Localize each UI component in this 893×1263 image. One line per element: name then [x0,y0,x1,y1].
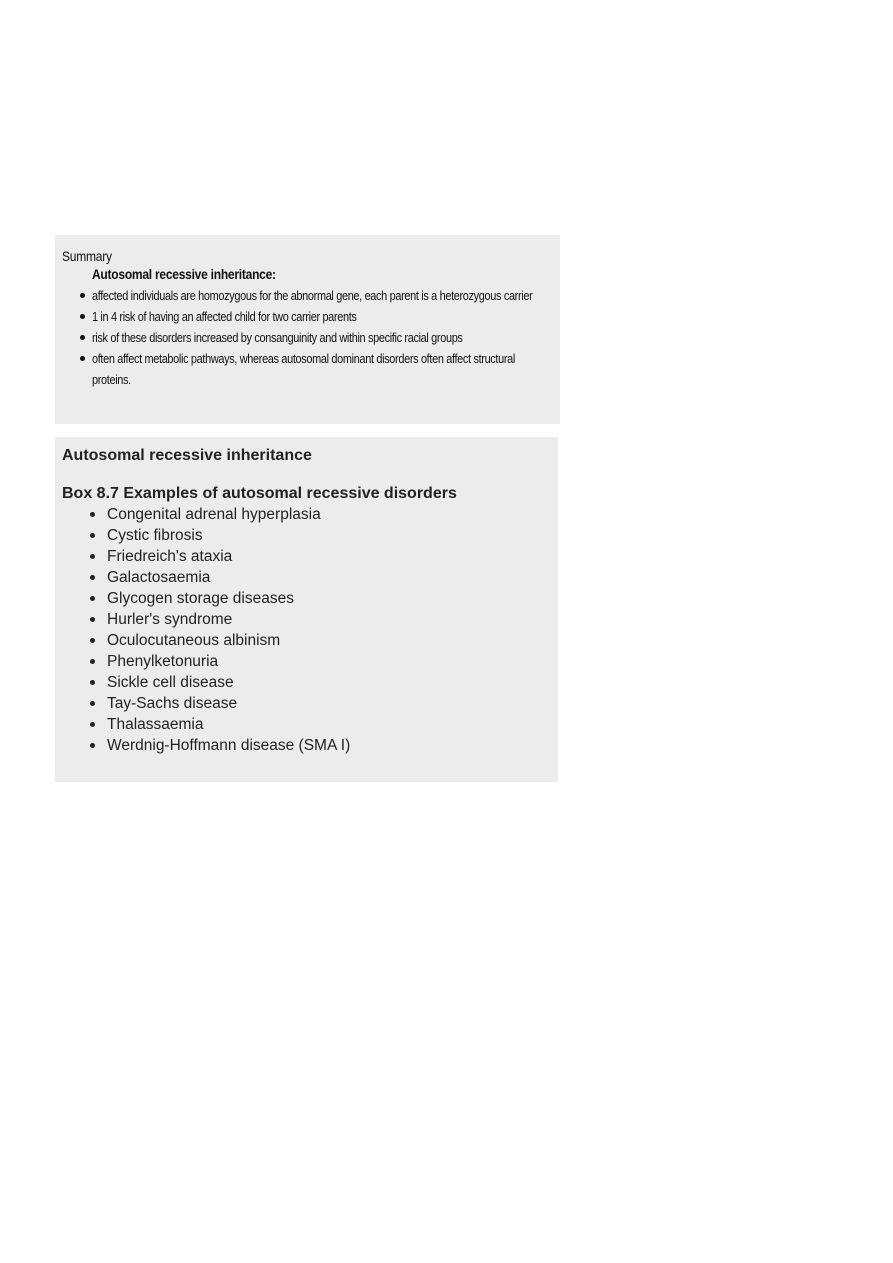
summary-item-text: often affect metabolic pathways, whereas autosomal dominant disorders often affect structural proteins. [92,351,515,387]
disorder-item [62,567,551,588]
bullet-icon [90,512,95,517]
disorder-item [62,672,551,693]
summary-item-text: affected individuals are homozygous for the abnormal gene, each parent is a heterozygous carrier [92,288,533,303]
bullet-icon [80,356,85,361]
bullet-icon [90,617,95,622]
disorder-item [62,588,551,609]
disorder-label: Congenital adrenal hyperplasia [107,506,321,523]
examples-title: Autosomal recessive inheritance [62,447,312,464]
disorder-label: Werdnig-Hoffmann disease (SMA I) [107,737,351,754]
bullet-icon [80,293,85,298]
bullet-icon [90,722,95,727]
summary-list-item [62,327,552,348]
disorder-label: Glycogen storage diseases [107,590,294,607]
summary-subheading: Autosomal recessive inheritance: [92,266,276,282]
disorder-item [62,714,551,735]
disorder-label: Cystic fibrosis [107,527,203,544]
bullet-icon [80,335,85,340]
disorder-label: Oculocutaneous albinism [107,632,281,649]
disorder-label: Galactosaemia [107,569,211,586]
bullet-icon [90,638,95,643]
summary-list [62,285,552,390]
disorder-item [62,609,551,630]
bullet-icon [90,533,95,538]
bullet-icon [90,554,95,559]
summary-box [55,235,560,424]
bullet-icon [90,575,95,580]
bullet-icon [80,314,85,319]
bullet-icon [90,659,95,664]
summary-list-item [62,306,552,327]
bullet-icon [90,701,95,706]
bullet-icon [90,596,95,601]
disorder-item [62,630,551,651]
disorder-label: Sickle cell disease [107,674,234,691]
summary-item-text: 1 in 4 risk of having an affected child for two carrier parents [92,309,357,324]
disorder-label: Tay-Sachs disease [107,695,238,712]
disorder-item [62,735,551,756]
disorder-label: Hurler's syndrome [107,611,233,628]
bullet-icon [90,743,95,748]
examples-box [55,437,558,782]
summary-list-item [62,348,552,390]
summary-list-item [62,285,552,306]
disorder-item [62,546,551,567]
examples-subtitle: Box 8.7 Examples of autosomal recessive disorders [62,485,457,502]
summary-item-text: risk of these disorders increased by consanguinity and within specific racial groups [92,330,463,345]
disorder-item [62,693,551,714]
disorder-item [62,504,551,525]
disorder-label: Thalassaemia [107,716,204,733]
disorders-list [62,504,551,756]
disorder-item [62,525,551,546]
disorder-label: Phenylketonuria [107,653,219,670]
bullet-icon [90,680,95,685]
disorder-item [62,651,551,672]
summary-heading: Summary [62,248,112,264]
disorder-label: Friedreich's ataxia [107,548,233,565]
